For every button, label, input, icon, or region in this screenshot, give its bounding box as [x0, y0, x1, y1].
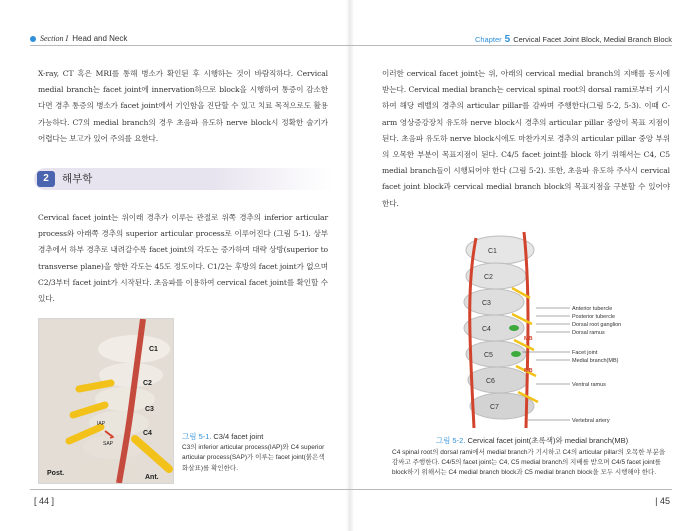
annotation-anterior-tubercle: Anterior tubercle	[572, 306, 613, 312]
body-paragraph: Cervical facet joint는 위이래 경추가 이루는 관절로 위쪽 경추의 inferior articular process와 아래쪽 경추의 superior articular process로 이루어진다 (그림 5-1). 상부 경추에서 하부 경추로 내려갈수록 facet joint의 각도는 증가하며 대략 상방(superior to transverse plane)을 향한 각도는 45도 정도이다. C1/2는 후방의 facet joint가 없으며 C2/3부터 facet joint가 시작된다. 초음파를 이용하여 cervical facet joint를 확인할 수 있다.	[38, 213, 328, 304]
label-post: Post.	[47, 470, 65, 477]
chapter-number: 5	[504, 34, 511, 45]
section-title: Head and Neck	[72, 34, 128, 43]
mb-mark: MB	[524, 336, 533, 342]
caption-text: C3의 inferior articular process(IAP)와 C4 superior articular process(SAP)가 이루는 facet joint(붉은색 화살표)를 확인한다.	[182, 444, 325, 472]
label-c1: C1	[149, 346, 158, 353]
figure-caption	[182, 432, 332, 474]
caption-label: 그림 5-1.	[182, 432, 212, 441]
footer-rule	[350, 489, 672, 490]
cervical-spine-illustration	[450, 228, 660, 428]
section-label: Section I	[40, 34, 69, 43]
header-rule	[30, 45, 350, 46]
section-heading: 해부학	[62, 173, 93, 185]
mb-mark: MB	[524, 368, 533, 374]
right-running-header	[475, 34, 672, 45]
annotation-posterior-tubercle: Posterior tubercle	[572, 314, 616, 320]
annotation-dorsal-ramus: Dorsal ramus	[572, 330, 605, 336]
annotation-medial-branch: Medial branch(MB)	[572, 358, 619, 364]
vertebra-label-c7: C7	[490, 404, 499, 411]
figure-caption	[392, 436, 672, 478]
page-number: [ 44 ]	[34, 496, 55, 506]
label-ant: Ant.	[145, 474, 159, 481]
spine-model-photo	[38, 318, 174, 484]
caption-title: C3/4 facet joint	[213, 432, 264, 441]
chapter-word: Chapter	[474, 35, 502, 44]
right-page	[350, 0, 700, 531]
chapter-title: Cervical Facet Joint Block, Medial Branch Block	[513, 35, 672, 44]
vertebra-label-c4: C4	[482, 326, 491, 333]
label-c2: C2	[143, 380, 152, 387]
cervical-spine-drawing	[450, 228, 660, 428]
left-running-header	[30, 34, 127, 43]
label-c3: C3	[145, 406, 154, 413]
vertebra-label-c2: C2	[484, 274, 493, 281]
caption-title: Cervical facet joint(초록색)와 medial branch(MB)	[467, 436, 629, 445]
annotation-facet-joint: Facet joint	[572, 350, 598, 356]
footer-rule	[30, 489, 350, 490]
caption-text: C4 spinal root의 dorsal rami에서 medial branch가 기시하고 C4의 articular pillar의 오목한 부분을 감싸고 주행한다. C4/5의 facet joint는 C4, C5 medial branch의 지배를 받으며 C4/5 facet joint를 block하기 위해서는 C4 medial branch block과 C5 medial branch block을 모두 시행해야 한다.	[392, 449, 666, 476]
vertebra-label-c1: C1	[488, 248, 497, 255]
body-paragraph: 이러한 cervical facet joint는 위, 아래의 cervical medial branch의 지배를 동시에 받는다. Cervical medial branch는 cervical spinal root의 dorsal rami로부터 기시하여 해당 레벨의 경추의 articular pillar를 감싸며 주행한다(그림 5-2, 5-3). 이때 C-arm 영상증강장치 유도하 nerve block시 경추의 articular pillar 중앙이 목표 지점이 된다. 초음파 유도하 nerve block시에도 마찬가지로 경추의 articular pillar 중앙 부위의 오목한 부분이 목표지점이 된다. C4/5 facet joint를 block 하기 위해서는 C4, C5 medial branch들이 시행되어야 한다 (그림 5-2). 또한, 초음파 유도하 주사시 cervical facet joint block과 cervical medial branch block의 목표지점을 구분할 수 있어야 한다.	[382, 69, 670, 208]
label-c4: C4	[143, 430, 152, 437]
vertebra-label-c6: C6	[486, 378, 495, 385]
label-sap: SAP	[103, 441, 114, 447]
bullet-dot-icon	[30, 36, 36, 42]
body-paragraph: X-ray, CT 혹은 MRI를 통해 병소가 확인된 후 시행하는 것이 바람직하다. Cervical medial branch는 facet joint에 innervation하므로 block을 시행하여 통증이 감소한다면 경추 통증의 병소가 facet joint에서 기인함을 진단할 수 있고 치료 목적으로도 활용 가능하다. C7의 medial branch의 경우 초음파 유도하 nerve block시 정확한 술기가 어렵다는 보고가 있어 주의를 요한다.	[38, 69, 328, 143]
annotation-dorsal-root-ganglion: Dorsal root ganglion	[572, 322, 622, 328]
vertebra-label-c5: C5	[484, 352, 493, 359]
section-number-badge: 2	[37, 171, 55, 187]
page-number-value: 44	[39, 496, 50, 506]
vertebra-label-c3: C3	[482, 300, 491, 307]
label-iap: IAP	[97, 421, 106, 427]
annotation-vertebral-artery: Vertebral artery	[572, 418, 610, 424]
annotation-ventral-ramus: Ventral ramus	[572, 382, 606, 388]
page-number: | 45	[655, 496, 670, 506]
caption-label: 그림 5-2.	[435, 436, 466, 445]
spine-model-illustration	[39, 319, 173, 483]
page-number-value: 45	[659, 496, 670, 506]
header-rule	[350, 45, 672, 46]
